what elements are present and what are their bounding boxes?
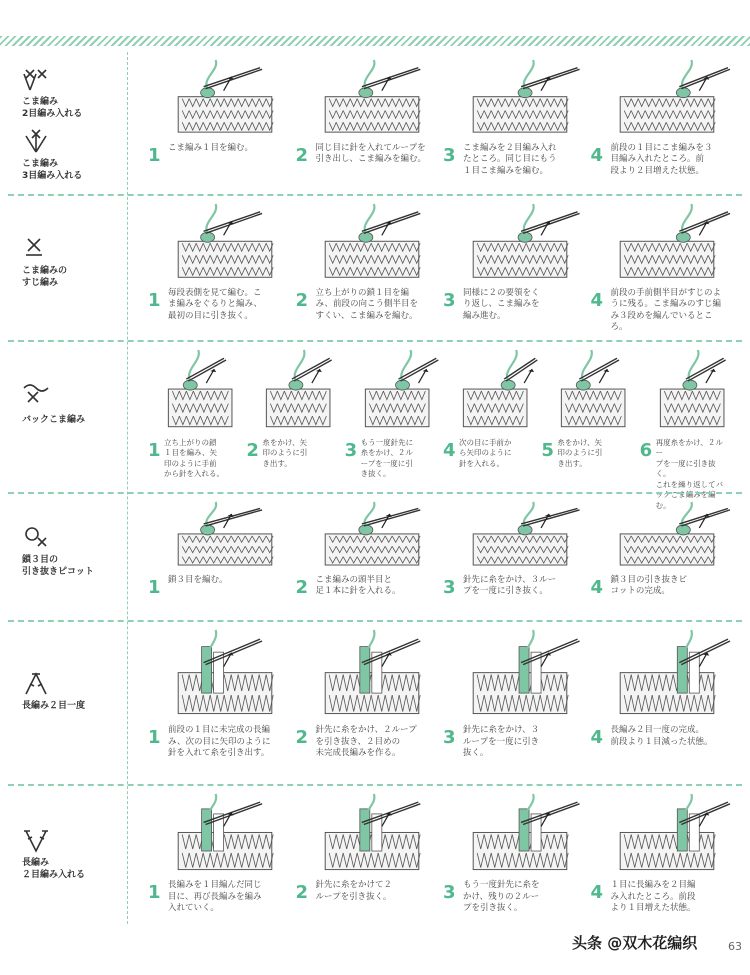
stitch-symbol-icon: [22, 827, 52, 853]
step-description: もう一度針先に 糸をかけ、２ル ープを一度に引 き抜く。: [360, 437, 414, 479]
step-number: 5: [541, 439, 554, 461]
page-number: 63: [728, 940, 742, 953]
step-number: 2: [295, 576, 309, 598]
step-3: [443, 58, 585, 188]
step-number: 3: [443, 289, 456, 311]
technique-label: [22, 524, 122, 578]
stitch-symbol-icon: [22, 524, 52, 550]
step-illustration: [602, 58, 732, 139]
step-number: 6: [639, 439, 653, 461]
step-description: こま編み１目を編む。: [168, 142, 254, 153]
stitch-symbol-icon: [22, 66, 52, 92]
step-illustration: [455, 58, 585, 139]
step-illustration: [455, 792, 585, 876]
step-illustration: [353, 348, 441, 434]
step-number: 1: [148, 144, 161, 166]
step-illustration: [160, 792, 290, 876]
step-description: 糸をかけ、矢 印のように引 き出す。: [557, 437, 603, 468]
step-description: 前段の１目にこま編みを３ 目編み入れたところ。前 段より２目増えた状態。: [610, 142, 713, 176]
section-divider: [8, 620, 742, 622]
step-description: 針先に糸をかけ、２ループ を引き抜き、２目めの 未完成長編みを作る。: [315, 725, 417, 758]
step-number: 4: [590, 727, 604, 748]
step-description: 糸をかけ、矢 印のように引 き出す。: [262, 437, 308, 468]
step-3: [443, 202, 585, 334]
step-illustration: [307, 792, 437, 876]
technique-section: [0, 52, 750, 192]
step-illustration: [648, 348, 736, 434]
section-divider: [8, 784, 742, 786]
step-illustration: [160, 500, 290, 571]
step-6: [639, 348, 732, 510]
technique-name: 長編み ２目編み入れる: [22, 858, 86, 880]
step-description: 次の目に手前か ら矢印のように 針を入れる。: [459, 437, 512, 468]
step-1: [148, 58, 290, 188]
step-number: 2: [246, 439, 259, 461]
step-illustration: [307, 58, 437, 139]
step-illustration: [160, 58, 290, 139]
step-illustration: [451, 348, 539, 434]
step-illustration: [455, 500, 585, 571]
step-4: [591, 500, 733, 614]
step-1: [148, 202, 290, 334]
technique-name: こま編み 2目編み入れる: [22, 97, 83, 119]
step-number: 3: [443, 727, 456, 748]
step-number: 4: [590, 576, 604, 598]
section-divider: [8, 194, 742, 196]
step-description: 同じ目に針を入れてループを 引き出し、こま編みを編む。: [315, 142, 427, 165]
section-divider: [8, 492, 742, 494]
step-illustration: [549, 348, 637, 434]
step-3: [443, 628, 585, 778]
step-illustration: [254, 348, 342, 434]
technique-label: [22, 66, 122, 182]
technique-name: バックこま編み: [22, 415, 86, 425]
step-illustration: [156, 348, 244, 434]
step-number: 4: [590, 289, 604, 311]
top-decorative-border: [0, 36, 750, 46]
step-description: 同様に２の要領をく り返し、こま編みを 編み進む。: [463, 287, 540, 321]
technique-section: [0, 622, 750, 782]
technique-name: 鎖３目の 引き抜きピコット: [22, 555, 94, 577]
step-description: 毎段表側を見て編む。こ ま編みをぐるりと編み、 最初の目に引き抜く。: [168, 287, 263, 321]
step-number: 3: [443, 144, 456, 166]
step-description: 長編みを１目編んだ同じ 目に、再び長編みを編み 入れていく。: [168, 880, 262, 914]
step-number: 3: [443, 882, 456, 904]
step-2: [296, 792, 438, 928]
step-3: [443, 792, 585, 928]
technique-section: [0, 494, 750, 618]
step-4: [591, 792, 733, 928]
technique-label: [22, 670, 122, 712]
step-illustration: [307, 202, 437, 284]
step-3: [345, 348, 437, 486]
step-4: [591, 628, 733, 778]
technique-name: 長編み２目一度: [22, 701, 86, 711]
step-illustration: [602, 500, 732, 571]
step-number: 1: [148, 882, 161, 904]
step-description: 針先に糸をかけて２ ループを引き抜く。: [315, 880, 393, 902]
step-number: 2: [295, 289, 309, 311]
step-illustration: [602, 628, 732, 721]
stitch-symbol-icon: [22, 128, 52, 154]
step-number: 2: [295, 882, 309, 904]
step-1: [148, 792, 290, 928]
step-number: 4: [590, 882, 604, 904]
step-4: [591, 58, 733, 188]
technique-section: [0, 196, 750, 338]
step-description: もう一度針先に糸を かけ、残りの２ルー プを引き抜く。: [463, 880, 540, 914]
step-description: 針先に糸をかけ、３ ループを一度に引き 抜く。: [463, 725, 540, 758]
step-5: [541, 348, 633, 486]
technique-section: [0, 342, 750, 510]
step-description: 鎖３目を編む。: [168, 574, 228, 585]
step-3: [443, 500, 585, 614]
step-illustration: [307, 628, 437, 721]
technique-section: [0, 786, 750, 932]
step-description: 針先に糸をかけ、３ルー プを一度に引き抜く。: [463, 574, 557, 597]
stitch-symbol-icon: [22, 384, 52, 410]
step-number: 2: [295, 727, 309, 748]
step-illustration: [160, 202, 290, 284]
step-2: [296, 202, 438, 334]
stitch-symbol-icon: [22, 235, 52, 261]
step-number: 1: [148, 727, 161, 748]
step-illustration: [455, 202, 585, 284]
step-number: 4: [443, 439, 456, 461]
step-description: 立ち上がりの鎖１目を編 み、前段の向こう側半目を すくい、こま編みを編む。: [315, 287, 419, 321]
step-number: 4: [590, 144, 604, 166]
step-number: 1: [148, 439, 161, 461]
step-illustration: [602, 792, 732, 876]
step-number: 1: [148, 289, 161, 311]
step-number: 2: [295, 144, 309, 166]
technique-name: こま編みの すじ編み: [22, 266, 68, 288]
technique-label: [22, 827, 122, 881]
step-illustration: [602, 202, 732, 284]
step-description: こま編みの頭半目と 足１本に針を入れる。: [315, 574, 401, 597]
step-1: [148, 500, 290, 614]
step-2: [296, 628, 438, 778]
step-description: 前段の１目に未完成の長編 み、次の目に矢印のように 針を入れて糸を引き出す。: [168, 725, 271, 758]
step-description: こま編みを２目編み入れ たところ。同じ目にもう １目こま編みを編む。: [463, 142, 557, 176]
section-divider: [8, 340, 742, 342]
step-description: 長編み２目一度の完成。 前段より１目減った状態。: [610, 725, 713, 747]
step-4: [591, 202, 733, 334]
step-description: 鎖３目の引き抜きピ コットの完成。: [610, 574, 688, 597]
step-1: [148, 628, 290, 778]
step-1: [148, 348, 240, 486]
technique-name: こま編み 3目編み入れる: [22, 159, 83, 181]
step-number: 3: [443, 576, 456, 598]
step-2: [246, 348, 338, 486]
step-number: 3: [344, 439, 358, 461]
step-illustration: [160, 628, 290, 721]
step-number: 1: [148, 576, 161, 598]
technique-label: [22, 384, 122, 426]
step-2: [296, 58, 438, 188]
step-description: 再度糸をかけ、２ルー プを一度に引き抜く。 これを繰り返してバ ックこま編みを編む。: [655, 437, 724, 510]
step-description: 前段の手前側半目がすじのよ うに残る。こま編みのすじ編 み３段めを編んでいるところ。: [610, 287, 722, 333]
step-illustration: [307, 500, 437, 571]
watermark: 头条 @双木花编织: [572, 934, 698, 952]
step-2: [296, 500, 438, 614]
step-illustration: [455, 628, 585, 721]
step-description: １目に長編みを２目編 み入れたところ。前段 より１目増えた状態。: [610, 880, 696, 914]
stitch-symbol-icon: [22, 670, 52, 696]
step-4: [443, 348, 535, 486]
step-description: 立ち上がりの鎖 １目を編み、矢 印のように手前 から針を入れる。: [164, 437, 224, 479]
technique-label: [22, 235, 122, 289]
